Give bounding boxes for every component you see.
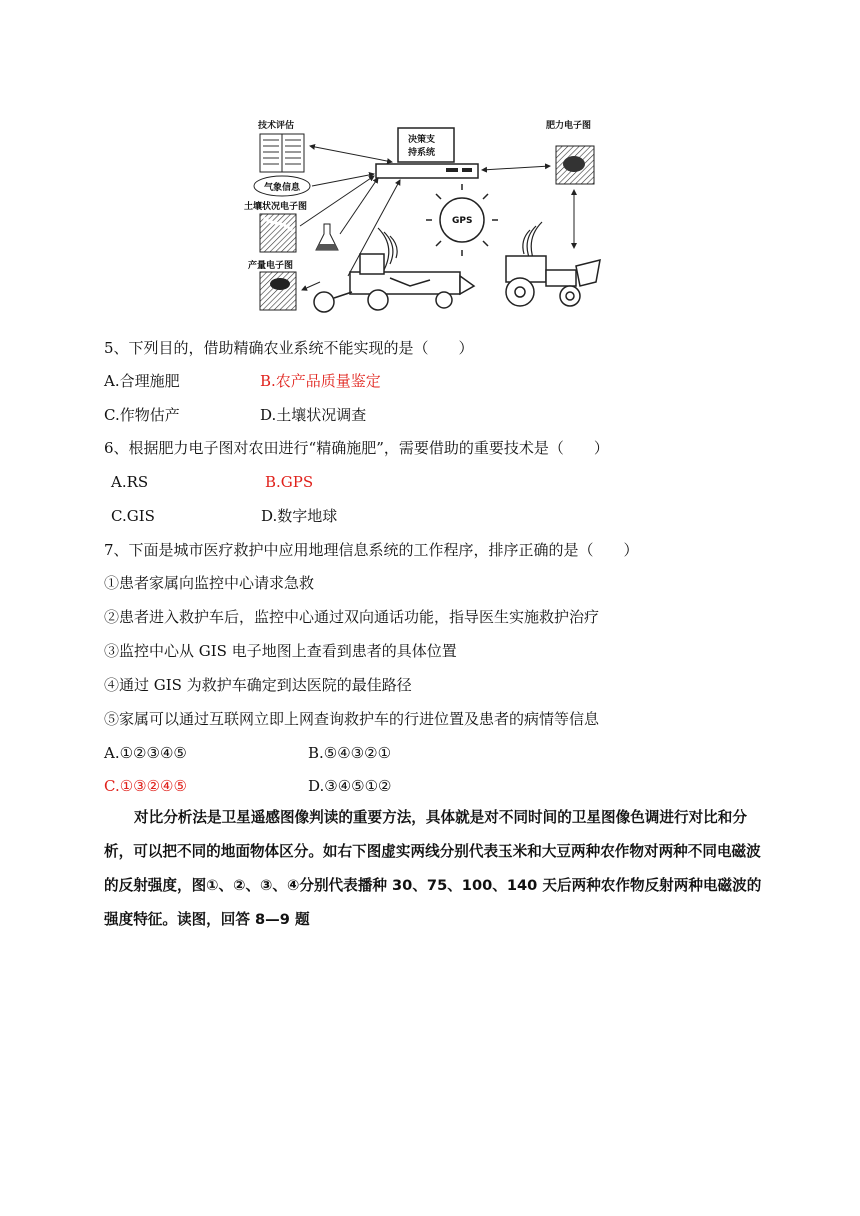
q7-option-a: A.①②③④⑤ (104, 744, 187, 762)
q5-option-d: D.土壤状况调查 (260, 406, 367, 424)
q7-option-c-answer: C.①③②④⑤ (104, 777, 187, 795)
yield-map-icon (260, 272, 296, 310)
fert-map-label: 肥力电子图 (546, 121, 592, 131)
q7-item-1: ①患者家属向监控中心请求急救 (104, 574, 315, 592)
q6-option-b-answer: B.GPS (265, 473, 314, 491)
q5-option-c: C.作物估产 (104, 406, 180, 424)
tractor-icon (506, 256, 600, 306)
q7-option-b: B.⑤④③②① (308, 744, 392, 762)
q7-option-d: D.③④⑤①② (308, 777, 392, 795)
q7-item-5: ⑤家属可以通过互联网立即上网查询救护车的行进位置及患者的病情等信息 (104, 710, 600, 728)
q5-option-a: A.合理施肥 (104, 372, 180, 390)
q6-option-c: C.GIS (111, 507, 155, 525)
harvester-icon (314, 254, 474, 312)
soil-map-label: 土壤状况电子图 (244, 202, 308, 212)
q7-item-2: ②患者进入救护车后，监控中心通过双向通话功能，指导医生实施救护治疗 (104, 608, 600, 626)
q7-item-4: ④通过 GIS 为救护车确定到达医院的最佳路径 (104, 676, 412, 694)
book-icon (260, 134, 304, 172)
q7-stem: 7、下面是城市医疗救护中应用地理信息系统的工作程序，排序正确的是（ ） (104, 541, 639, 559)
gps-label: GPS (452, 216, 473, 226)
q5-stem: 5、下列目的，借助精确农业系统不能实现的是（ ） (104, 339, 474, 357)
q5-option-b-answer: B.农产品质量鉴定 (260, 372, 381, 390)
q6-option-d: D.数字地球 (261, 507, 338, 525)
dss-label-2: 持系统 (408, 148, 436, 158)
precision-agriculture-diagram (240, 106, 620, 316)
flask-icon (316, 224, 338, 250)
q6-option-a: A.RS (111, 473, 149, 491)
passage-8-9: 对比分析法是卫星遥感图像判读的重要方法，具体就是对不同时间的卫星图像色调进行对比和分析，可以把不同的地面物体区分。如右下图虚实两线分别代表玉米和大豆两种农作物对两种不同电磁波的反射强度，图①、②、③、④分别代表播种 30、75、100、140 天后两种农作物反射两种电磁波的强度特征。读图，回答 8—9 题 (104, 809, 762, 928)
q7-item-3: ③监控中心从 GIS 电子地图上查看到患者的具体位置 (104, 642, 457, 660)
q6-stem: 6、根据肥力电子图对农田进行“精确施肥”，需要借助的重要技术是（ ） (104, 439, 609, 457)
yield-map-label: 产量电子图 (248, 261, 294, 271)
tech-eval-label: 技术评估 (258, 121, 295, 131)
dss-label-1: 决策支 (408, 135, 436, 145)
weather-label: 气象信息 (264, 183, 301, 193)
